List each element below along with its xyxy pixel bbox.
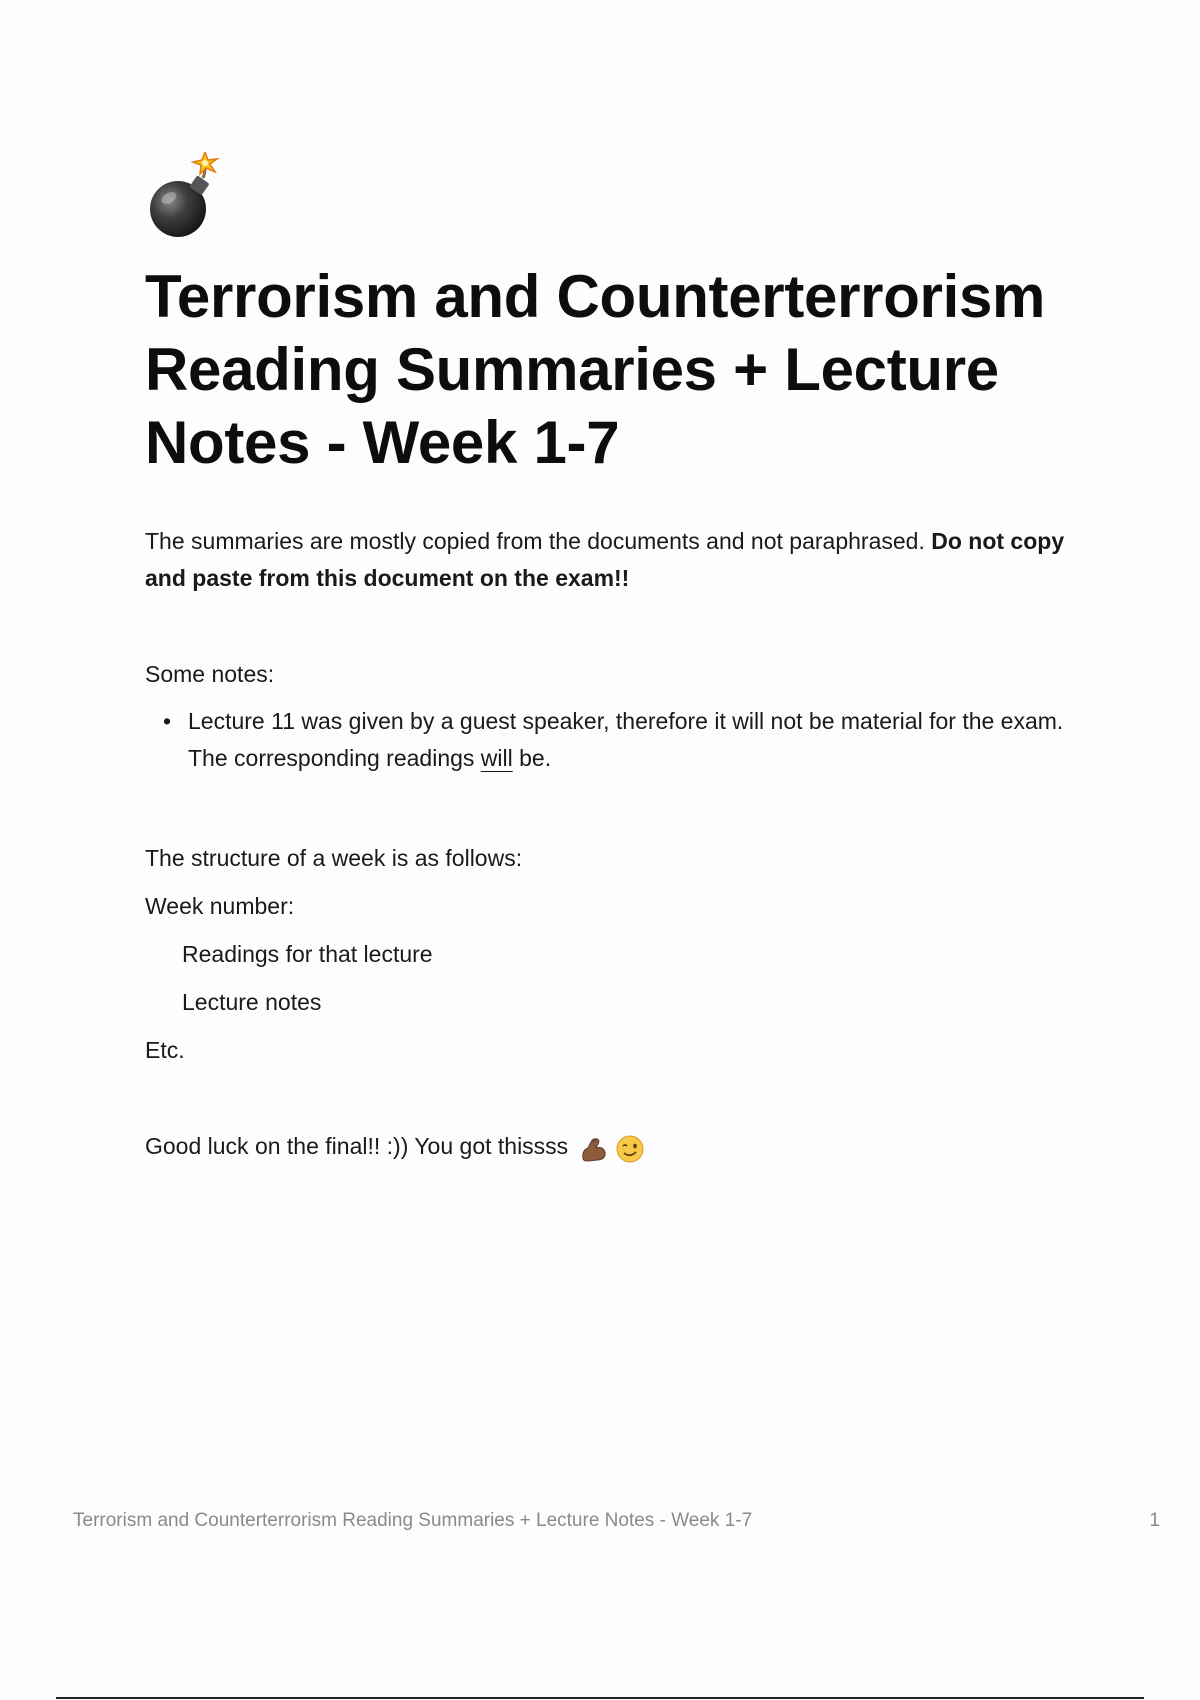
list-item	[163, 703, 1075, 777]
page-title: Terrorism and Counterterrorism Reading Summaries + Lecture Notes - Week 1-7	[145, 263, 1046, 476]
footer-page-number: 1	[1149, 1510, 1160, 1531]
flexed-biceps-icon	[579, 1134, 615, 1160]
note-text-before: Lecture 11 was given by a guest speaker, therefore it will not be material for the exam. The corresponding readings	[188, 708, 1064, 771]
winking-face-icon	[615, 1134, 645, 1160]
footer-doc-title: Terrorism and Counterterrorism Reading Summaries + Lecture Notes - Week 1-7	[73, 1510, 753, 1531]
intro-warning-bold: Do not copy and paste from this document on the exam!!	[145, 528, 1065, 591]
bomb-icon	[145, 152, 229, 242]
closing-emojis	[579, 1129, 645, 1166]
structure-line-week: Week number:	[145, 893, 295, 919]
closing-text: Good luck on the final!! :)) You got thissss	[145, 1133, 569, 1159]
structure-line-readings: Readings for that lecture	[182, 941, 433, 967]
structure-intro: The structure of a week is as follows:	[145, 845, 523, 871]
notes-list	[145, 703, 1075, 777]
page-bottom-divider	[56, 1697, 1144, 1699]
note-underlined-word: will	[480, 745, 513, 771]
note-text-after: be.	[512, 745, 552, 771]
notes-label: Some notes:	[145, 661, 275, 687]
intro-paragraph	[145, 523, 1075, 597]
closing-paragraph	[145, 1128, 1075, 1166]
structure-line-etc: Etc.	[145, 1037, 185, 1063]
structure-line-lecture-notes: Lecture notes	[182, 989, 322, 1015]
intro-text: The summaries are mostly copied from the documents and not paraphrased.	[145, 528, 932, 554]
page-content	[145, 152, 1075, 1166]
bullet-icon: •	[163, 708, 172, 734]
